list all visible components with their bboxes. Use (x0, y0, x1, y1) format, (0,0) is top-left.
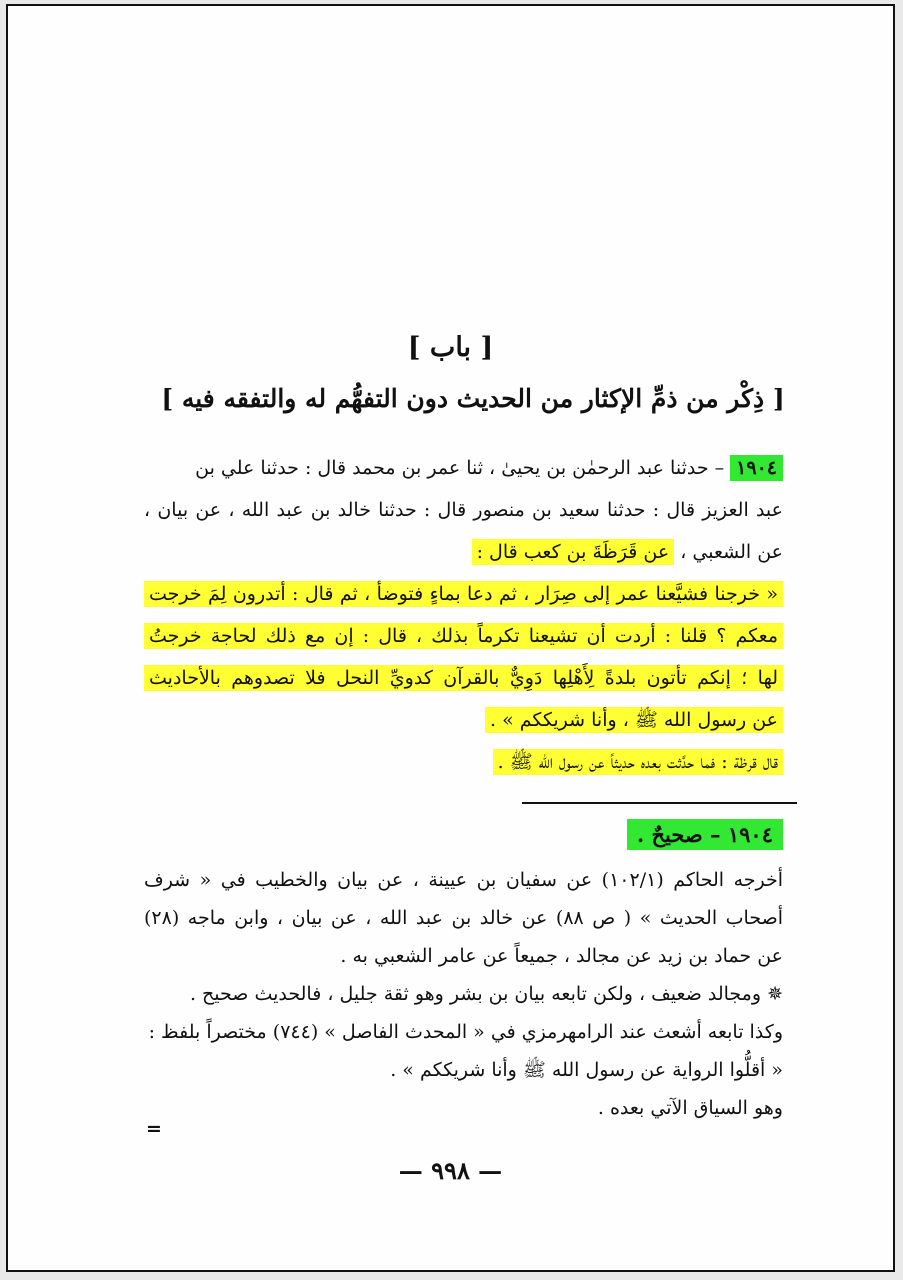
hadith-line-2: عبد العزيز قال : حدثنا سعيد بن منصور قال : حدثنا خالد بن عبد الله ، عن بيان ، (144, 499, 783, 521)
chapter-title: [ باب ] (407, 332, 494, 363)
hadith-isnad-text: – حدثنا عبد الرحمٰن بن يحيىٰ ، ثنا عمر بن محمد قال : حدثنا علي بن (195, 457, 725, 479)
hadith-matn-line-6 (144, 664, 783, 692)
footnote-divider (522, 802, 797, 804)
hadith-line-1 (195, 454, 783, 482)
takhrij-line-4: ✵ ومجالد ضعيف ، ولكن تابعه بيان بن بشر وهو ثقة جليل ، فالحديث صحيح . (189, 983, 783, 1005)
highlighted-matn-3: لها ؛ إنكم تأتون بلدةً لِأَهْلِها دَوِيٌّ بالقرآن كدويِّ النحل فلا تصدوهم بالأحاديث (144, 665, 783, 691)
section-title: [ ذِكْر من ذمِّ الإكثار من الحديث دون التفهُّم له والتفقه فيه ] (161, 384, 785, 413)
highlighted-matn-2: معكم ؟ قلنا : أردت أن تشيعنا تكرماً بذلك ، قال : إن مع ذلك لحاجة خرجتُ (144, 623, 783, 649)
takhrij-line-6: « أقلُّوا الرواية عن رسول الله ﷺ وأنا شريككم » . (390, 1059, 783, 1081)
highlighted-matn-1: « خرجنا فشيَّعنا عمر إلى صِرَار ، ثم دعا بماءٍ فتوضأ ، ثم قال : أتدرون لِمَ خرجت (144, 581, 783, 607)
takhrij-line-1: أخرجه الحاكم (١٠٢/١) عن سفيان بن عيينة ، عن بيان والخطيب في « شرف (144, 869, 784, 891)
hadith-line-3-text: عن الشعبي ، (680, 541, 783, 563)
takhrij-line-2: أصحاب الحديث » ( ص ٨٨) عن خالد بن عبد الله ، عن بيان ، وابن ماجه (٢٨) (144, 907, 784, 929)
takhrij-line-3: عن حماد بن زيد عن مجالد ، جميعاً عن عامر الشعبي به . (340, 945, 783, 967)
hadith-matn-line-4 (144, 580, 783, 608)
book-page (6, 4, 895, 1272)
hadith-matn-line-8 (493, 748, 783, 776)
grade-label: ١٩٠٤ – صحيحٌ . (627, 819, 783, 850)
hadith-line-3 (472, 538, 783, 566)
highlighted-matn-5: قال قرظة : فما حدَّثت بعده حديثاً عن رسول الله ﷺ . (493, 749, 783, 775)
takhrij-line-5: وكذا تابعه أشعث عند الرامهرمزي في « المحدث الفاصل » (٧٤٤) مختصراً بلفظ : (148, 1021, 783, 1043)
highlighted-narrator: عن قَرَظَةَ بن كعب قال : (472, 539, 675, 565)
page-number: — ٩٩٨ — (398, 1156, 503, 1185)
hadith-number: ١٩٠٤ (730, 455, 783, 481)
hadith-matn-line-5 (144, 622, 783, 650)
hadith-matn-line-7 (485, 706, 783, 734)
continuation-mark: = (146, 1118, 162, 1140)
highlighted-matn-4: عن رسول الله ﷺ ، وأنا شريككم » . (485, 707, 783, 733)
takhrij-line-7: وهو السياق الآتي بعده . (597, 1097, 783, 1119)
